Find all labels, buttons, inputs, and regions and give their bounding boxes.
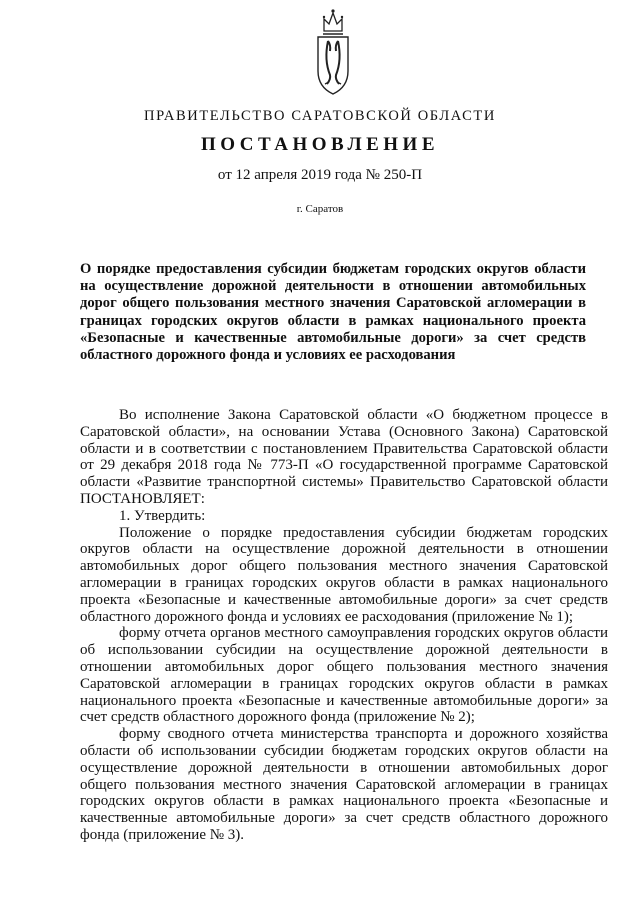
- saratov-coat-of-arms-icon: [313, 5, 353, 97]
- paragraph-preamble: Во исполнение Закона Саратовской области «О бюджетном процессе в Саратовской области», на основании Устава (Основного Закона) Саратовской области и в соответствии с постановлением Правительства Саратовской области от 29 декабря 2018 года № 773-П «О государственной программе Саратовской области «Развитие транспортной системы» Правительство Саратовской области ПОСТАНОВЛЯЕТ:: [80, 407, 608, 507]
- document-title: О порядке предоставления субсидии бюджетам городских округов области на осуществление дорожной деятельности в отношении автомобильных дорог общего пользования местного значения Саратовской агломерации в границах городских округов области в рамках национального проекта «Безопасные и качественные автомобильные дороги» за счет средств областного дорожного фонда и условиях ее расходования: [80, 261, 586, 364]
- document-type: ПОСТАНОВЛЕНИЕ: [200, 134, 440, 155]
- paragraph-report-form: форму отчета органов местного самоуправления городских округов области об использовании субсидии на осуществление дорожной деятельности в отношении автомобильных дорог общего пользования местного значения Саратовской агломерации в границах городских округов области в рамках национального проекта «Безопасные и качественные автомобильные дороги» за счет средств областного дорожного фонда (приложение № 2);: [80, 625, 608, 726]
- city: г. Саратов: [296, 203, 344, 215]
- government-heading: ПРАВИТЕЛЬСТВО САРАТОВСКОЙ ОБЛАСТИ: [144, 108, 496, 124]
- paragraph-summary-report-form: форму сводного отчета министерства транспорта и дорожного хозяйства области об использовании субсидии бюджетам городских округов области на осуществление дорожной деятельности в отношении автомобильных дорог общего пользования местного значения Саратовской агломерации в границах городских округов области в рамках национального проекта «Безопасные и качественные автомобильные дороги» за счет средств областного дорожного фонда (приложение № 3).: [80, 726, 608, 843]
- paragraph-item-1: 1. Утвердить:: [119, 507, 206, 524]
- document-body: [80, 407, 608, 844]
- paragraph-regulation: Положение о порядке предоставления субсидии бюджетам городских округов области на осуществление дорожной деятельности в отношении автомобильных дорог общего пользования местного значения Саратовской агломерации в границах городских округов области в рамках национального проекта «Безопасные и качественные автомобильные дороги» за счет средств областного дорожного фонда и условиях ее расходования (приложение № 1);: [80, 524, 608, 625]
- date-number: от 12 апреля 2019 года № 250-П: [217, 167, 423, 183]
